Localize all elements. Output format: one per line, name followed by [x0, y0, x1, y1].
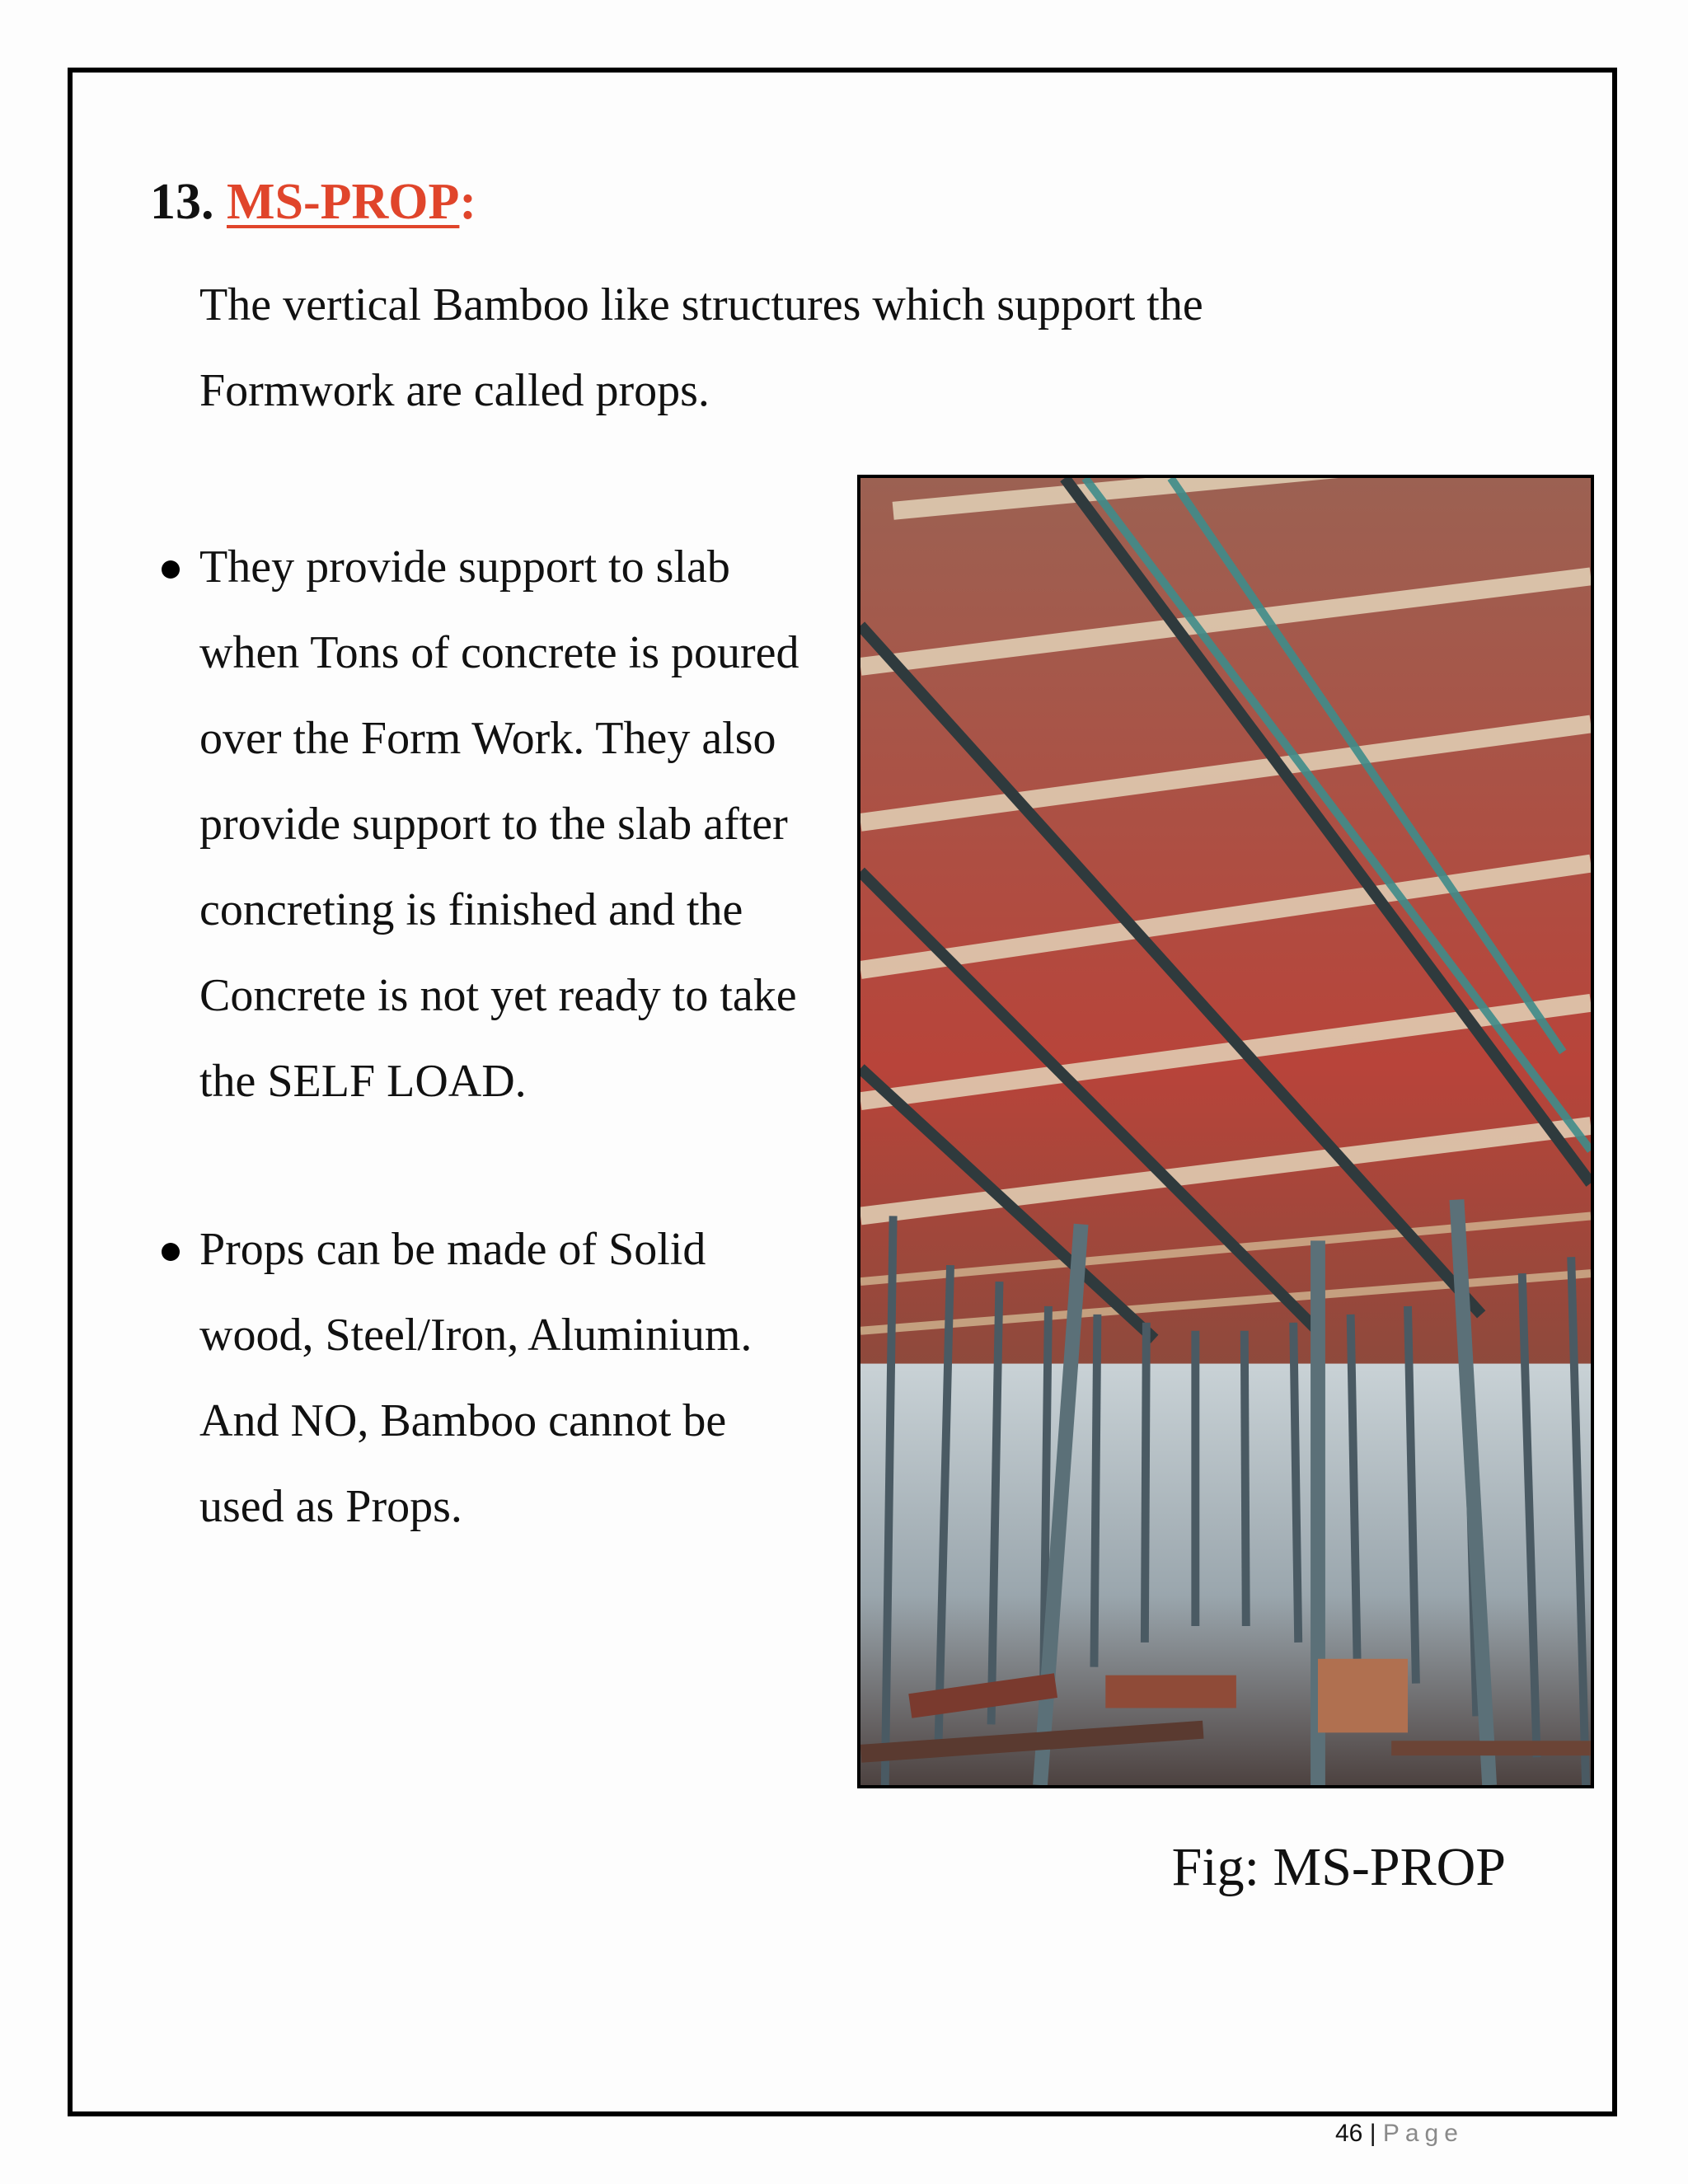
- page-footer: [1335, 2120, 1464, 2148]
- ms-prop-photo: [857, 475, 1594, 1788]
- bullet-item: They provide support to slab when Tons of concrete is poured over the Form Work. They also provide support to the slab after concreting is finished and the Concrete is not yet ready to take the SELF LOAD.: [199, 524, 834, 1124]
- figure-caption: Fig: MS-PROP: [1171, 1837, 1506, 1897]
- section-heading: [150, 171, 476, 232]
- page-label: Page: [1382, 2120, 1464, 2147]
- footer-separator: |: [1369, 2120, 1376, 2147]
- section-number: 13.: [150, 174, 214, 230]
- section-title: MS-PROP: [227, 174, 460, 230]
- intro-paragraph: The vertical Bamboo like structures which support the Formwork are called props.: [199, 279, 1203, 416]
- bullet-list: [199, 524, 859, 1549]
- bullet-item: Props can be made of Solid wood, Steel/Iron, Aluminium. And NO, Bamboo cannot be used as Props.: [199, 1207, 785, 1549]
- section-colon: :: [459, 174, 477, 230]
- page-number: 46: [1335, 2120, 1363, 2147]
